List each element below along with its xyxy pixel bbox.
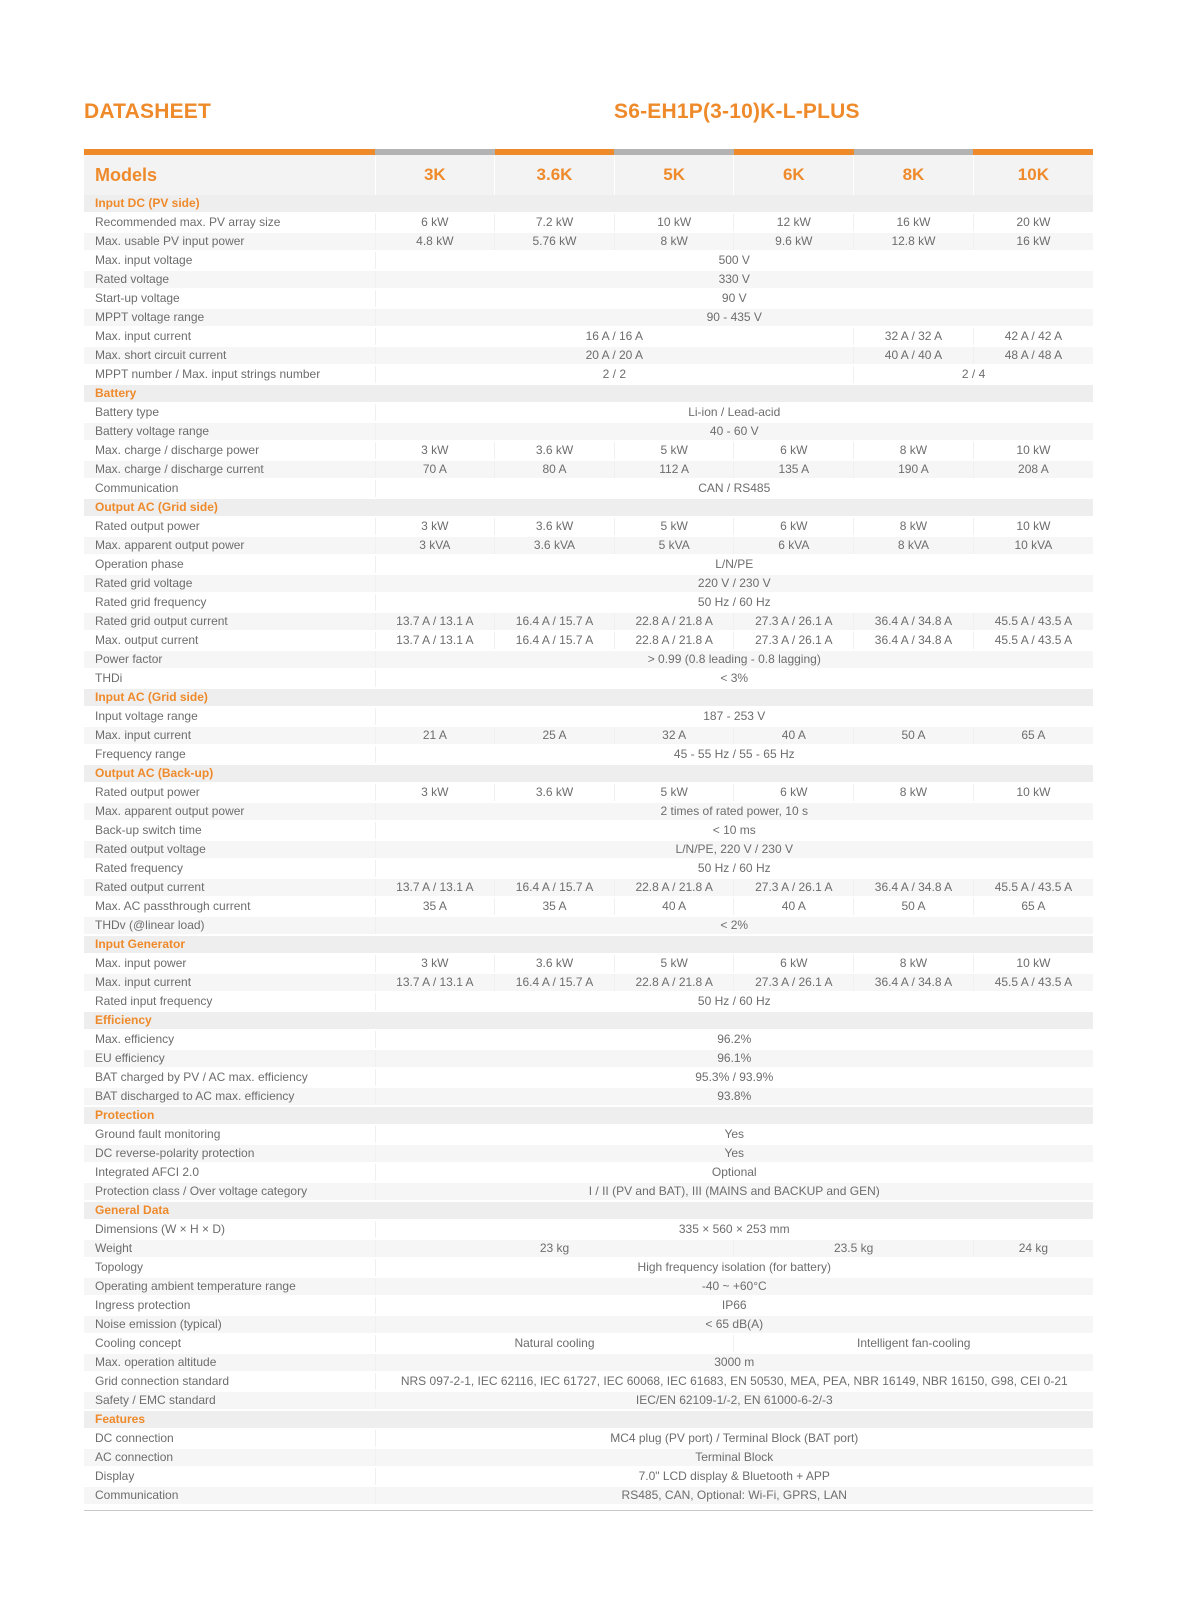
spec-value: 16 kW	[973, 232, 1093, 251]
spec-value: 8 kW	[854, 783, 974, 802]
spec-value: 40 A	[734, 897, 854, 916]
spec-value: 10 kW	[973, 954, 1093, 973]
spec-value: 50 Hz / 60 Hz	[375, 859, 1093, 878]
spec-value: 8 kW	[854, 441, 974, 460]
spec-row	[84, 479, 1093, 498]
spec-value: 16.4 A / 15.7 A	[495, 631, 615, 650]
spec-value: 32 A / 32 A	[854, 327, 974, 346]
spec-label: Dimensions (W × H × D)	[84, 1220, 375, 1239]
spec-value: Optional	[375, 1163, 1093, 1182]
spec-row	[84, 574, 1093, 593]
spec-value: 96.1%	[375, 1049, 1093, 1068]
spec-label: Display	[84, 1467, 375, 1486]
spec-row	[84, 1068, 1093, 1087]
spec-value: 93.8%	[375, 1087, 1093, 1106]
spec-label: Rated output voltage	[84, 840, 375, 859]
spec-value: 5 kW	[614, 517, 734, 536]
spec-row	[84, 650, 1093, 669]
section-header-row	[84, 935, 1093, 954]
section-header-row	[84, 1410, 1093, 1429]
spec-row	[84, 1182, 1093, 1201]
spec-value: 6 kW	[734, 954, 854, 973]
spec-label: Rated grid output current	[84, 612, 375, 631]
spec-value: 35 A	[495, 897, 615, 916]
spec-row	[84, 555, 1093, 574]
spec-label: Max. AC passthrough current	[84, 897, 375, 916]
spec-value: 45.5 A / 43.5 A	[973, 878, 1093, 897]
spec-label: Rated output power	[84, 517, 375, 536]
spec-row	[84, 707, 1093, 726]
spec-value: 5 kW	[614, 783, 734, 802]
spec-label: AC connection	[84, 1448, 375, 1467]
section-title: Input DC (PV side)	[84, 195, 1093, 213]
spec-row	[84, 213, 1093, 232]
spec-value: 36.4 A / 34.8 A	[854, 631, 974, 650]
spec-row	[84, 783, 1093, 802]
spec-value: 27.3 A / 26.1 A	[734, 973, 854, 992]
spec-value: 20 kW	[973, 213, 1093, 232]
spec-label: DC connection	[84, 1429, 375, 1448]
spec-label: Frequency range	[84, 745, 375, 764]
spec-value: 45.5 A / 43.5 A	[973, 612, 1093, 631]
spec-row	[84, 1467, 1093, 1486]
spec-label: EU efficiency	[84, 1049, 375, 1068]
section-header-row	[84, 195, 1093, 213]
spec-value: 13.7 A / 13.1 A	[375, 631, 495, 650]
spec-row	[84, 954, 1093, 973]
spec-row	[84, 1087, 1093, 1106]
spec-value: 16.4 A / 15.7 A	[495, 973, 615, 992]
spec-value: 3 kW	[375, 441, 495, 460]
section-title: Protection	[84, 1106, 1093, 1125]
model-header-10k: 10K	[973, 155, 1093, 195]
spec-label: Max. output current	[84, 631, 375, 650]
spec-value: NRS 097-2-1, IEC 62116, IEC 61727, IEC 60068, IEC 61683, EN 50530, MEA, PEA, NBR 16149, NBR 16150, G98, CEI 0-21	[375, 1372, 1093, 1391]
spec-label: Max. charge / discharge current	[84, 460, 375, 479]
spec-row	[84, 308, 1093, 327]
spec-value: 3 kVA	[375, 536, 495, 555]
spec-value: High frequency isolation (for battery)	[375, 1258, 1093, 1277]
section-title: Input Generator	[84, 935, 1093, 954]
spec-row	[84, 745, 1093, 764]
spec-row	[84, 270, 1093, 289]
spec-label: Grid connection standard	[84, 1372, 375, 1391]
spec-value: 70 A	[375, 460, 495, 479]
spec-row	[84, 422, 1093, 441]
spec-value: 187 - 253 V	[375, 707, 1093, 726]
spec-label: Cooling concept	[84, 1334, 375, 1353]
spec-value: 25 A	[495, 726, 615, 745]
spec-row	[84, 289, 1093, 308]
spec-label: Ingress protection	[84, 1296, 375, 1315]
spec-value: 22.8 A / 21.8 A	[614, 878, 734, 897]
spec-row	[84, 1258, 1093, 1277]
spec-value: 2 / 2	[375, 365, 854, 384]
spec-row	[84, 232, 1093, 251]
spec-value: 96.2%	[375, 1030, 1093, 1049]
spec-row	[84, 992, 1093, 1011]
spec-value: Yes	[375, 1125, 1093, 1144]
spec-value: 40 A	[734, 726, 854, 745]
spec-value: IEC/EN 62109-1/-2, EN 61000-6-2/-3	[375, 1391, 1093, 1410]
spec-label: Battery voltage range	[84, 422, 375, 441]
spec-row	[84, 251, 1093, 270]
spec-row	[84, 859, 1093, 878]
spec-row	[84, 878, 1093, 897]
spec-value: 16 A / 16 A	[375, 327, 854, 346]
spec-value: < 2%	[375, 916, 1093, 935]
models-header-row	[84, 155, 1093, 195]
spec-value: 50 A	[854, 897, 974, 916]
section-header-row	[84, 1106, 1093, 1125]
spec-value: 3 kW	[375, 517, 495, 536]
spec-label: Back-up switch time	[84, 821, 375, 840]
spec-value: 2 times of rated power, 10 s	[375, 802, 1093, 821]
spec-row	[84, 536, 1093, 555]
spec-value: < 10 ms	[375, 821, 1093, 840]
spec-label: Max. input current	[84, 726, 375, 745]
spec-label: Max. input voltage	[84, 251, 375, 270]
section-title: Efficiency	[84, 1011, 1093, 1030]
spec-label: Communication	[84, 1486, 375, 1505]
spec-value: 65 A	[973, 897, 1093, 916]
spec-label: Noise emission (typical)	[84, 1315, 375, 1334]
spec-value: 36.4 A / 34.8 A	[854, 878, 974, 897]
spec-value: 3.6 kW	[495, 954, 615, 973]
model-header-3k: 3K	[375, 155, 495, 195]
spec-value: 13.7 A / 13.1 A	[375, 973, 495, 992]
spec-label: Max. usable PV input power	[84, 232, 375, 251]
spec-row	[84, 1239, 1093, 1258]
spec-row	[84, 726, 1093, 745]
spec-value: 23.5 kg	[734, 1239, 973, 1258]
spec-label: Input voltage range	[84, 707, 375, 726]
spec-row	[84, 327, 1093, 346]
section-title: Features	[84, 1410, 1093, 1429]
spec-row	[84, 802, 1093, 821]
spec-value: 500 V	[375, 251, 1093, 270]
spec-row	[84, 973, 1093, 992]
spec-value: 22.8 A / 21.8 A	[614, 973, 734, 992]
spec-value: 12 kW	[734, 213, 854, 232]
spec-value: 5 kW	[614, 441, 734, 460]
spec-row	[84, 821, 1093, 840]
spec-value: 6 kW	[734, 517, 854, 536]
spec-value: 3.6 kW	[495, 517, 615, 536]
spec-label: Power factor	[84, 650, 375, 669]
section-title: General Data	[84, 1201, 1093, 1220]
spec-label: Rated voltage	[84, 270, 375, 289]
table-bottom-rule	[84, 1510, 1093, 1511]
spec-value: Intelligent fan-cooling	[734, 1334, 1093, 1353]
spec-value: 50 Hz / 60 Hz	[375, 593, 1093, 612]
spec-label: Safety / EMC standard	[84, 1391, 375, 1410]
spec-label: Max. input current	[84, 973, 375, 992]
models-label: Models	[84, 155, 375, 195]
spec-value: 3000 m	[375, 1353, 1093, 1372]
spec-row	[84, 593, 1093, 612]
spec-label: Rated output power	[84, 783, 375, 802]
spec-row	[84, 1429, 1093, 1448]
spec-value: 40 - 60 V	[375, 422, 1093, 441]
spec-row	[84, 1163, 1093, 1182]
spec-value: 3 kW	[375, 783, 495, 802]
spec-value: MC4 plug (PV port) / Terminal Block (BAT port)	[375, 1429, 1093, 1448]
section-title: Output AC (Grid side)	[84, 498, 1093, 517]
spec-value: 335 × 560 × 253 mm	[375, 1220, 1093, 1239]
spec-label: Rated frequency	[84, 859, 375, 878]
spec-value: 4.8 kW	[375, 232, 495, 251]
spec-value: 45 - 55 Hz / 55 - 65 Hz	[375, 745, 1093, 764]
spec-value: 208 A	[973, 460, 1093, 479]
spec-row	[84, 840, 1093, 859]
spec-row	[84, 346, 1093, 365]
spec-label: Max. charge / discharge power	[84, 441, 375, 460]
spec-value: -40 ~ +60°C	[375, 1277, 1093, 1296]
spec-value: 6 kW	[375, 213, 495, 232]
spec-row	[84, 1144, 1093, 1163]
spec-value: 112 A	[614, 460, 734, 479]
model-series-title: S6-EH1P(3-10)K-L-PLUS	[614, 100, 860, 123]
spec-label: Max. apparent output power	[84, 536, 375, 555]
datasheet-table-container	[84, 149, 1093, 1506]
spec-value: < 3%	[375, 669, 1093, 688]
spec-value: 36.4 A / 34.8 A	[854, 973, 974, 992]
spec-value: Natural cooling	[375, 1334, 734, 1353]
spec-row	[84, 916, 1093, 935]
spec-label: Battery type	[84, 403, 375, 422]
spec-value: 50 A	[854, 726, 974, 745]
spec-value: 330 V	[375, 270, 1093, 289]
spec-value: CAN / RS485	[375, 479, 1093, 498]
spec-value: 10 kW	[614, 213, 734, 232]
section-title: Battery	[84, 384, 1093, 403]
spec-value: 5 kW	[614, 954, 734, 973]
spec-row	[84, 460, 1093, 479]
spec-label: Integrated AFCI 2.0	[84, 1163, 375, 1182]
section-header-row	[84, 498, 1093, 517]
spec-value: 6 kVA	[734, 536, 854, 555]
spec-row	[84, 1125, 1093, 1144]
spec-value: Li-ion / Lead-acid	[375, 403, 1093, 422]
spec-value: 3.6 kVA	[495, 536, 615, 555]
spec-value: 45.5 A / 43.5 A	[973, 973, 1093, 992]
spec-label: Rated output current	[84, 878, 375, 897]
spec-value: 95.3% / 93.9%	[375, 1068, 1093, 1087]
spec-row	[84, 669, 1093, 688]
spec-value: 13.7 A / 13.1 A	[375, 878, 495, 897]
spec-value: < 65 dB(A)	[375, 1315, 1093, 1334]
spec-value: 27.3 A / 26.1 A	[734, 612, 854, 631]
spec-value: 22.8 A / 21.8 A	[614, 631, 734, 650]
spec-value: 23 kg	[375, 1239, 734, 1258]
spec-value: 8 kW	[854, 954, 974, 973]
section-header-row	[84, 1201, 1093, 1220]
spec-row	[84, 1486, 1093, 1505]
spec-value: 40 A / 40 A	[854, 346, 974, 365]
spec-value: 220 V / 230 V	[375, 574, 1093, 593]
spec-value: 9.6 kW	[734, 232, 854, 251]
spec-row	[84, 1049, 1093, 1068]
spec-row	[84, 1220, 1093, 1239]
spec-value: 65 A	[973, 726, 1093, 745]
spec-value: L/N/PE	[375, 555, 1093, 574]
spec-value: 16.4 A / 15.7 A	[495, 612, 615, 631]
spec-label: BAT charged by PV / AC max. efficiency	[84, 1068, 375, 1087]
spec-value: 45.5 A / 43.5 A	[973, 631, 1093, 650]
spec-value: 48 A / 48 A	[973, 346, 1093, 365]
spec-row	[84, 1353, 1093, 1372]
section-title: Output AC (Back-up)	[84, 764, 1093, 783]
spec-value: 5.76 kW	[495, 232, 615, 251]
spec-label: Max. operation altitude	[84, 1353, 375, 1372]
spec-label: DC reverse-polarity protection	[84, 1144, 375, 1163]
spec-label: Operating ambient temperature range	[84, 1277, 375, 1296]
spec-label: Ground fault monitoring	[84, 1125, 375, 1144]
spec-value: L/N/PE, 220 V / 230 V	[375, 840, 1093, 859]
spec-value: 10 kW	[973, 441, 1093, 460]
spec-value: 3.6 kW	[495, 783, 615, 802]
spec-row	[84, 365, 1093, 384]
model-header-5k: 5K	[614, 155, 734, 195]
spec-value: 7.2 kW	[495, 213, 615, 232]
datasheet-table	[84, 149, 1093, 1506]
spec-table-body	[84, 195, 1093, 1505]
spec-value: IP66	[375, 1296, 1093, 1315]
spec-row	[84, 1448, 1093, 1467]
spec-row	[84, 631, 1093, 650]
datasheet-title: DATASHEET	[84, 100, 212, 123]
spec-value: 10 kVA	[973, 536, 1093, 555]
spec-label: Max. apparent output power	[84, 802, 375, 821]
spec-label: Rated input frequency	[84, 992, 375, 1011]
spec-value: 3 kW	[375, 954, 495, 973]
spec-row	[84, 1391, 1093, 1410]
spec-value: 13.7 A / 13.1 A	[375, 612, 495, 631]
spec-value: 20 A / 20 A	[375, 346, 854, 365]
spec-value: > 0.99 (0.8 leading - 0.8 lagging)	[375, 650, 1093, 669]
spec-value: 22.8 A / 21.8 A	[614, 612, 734, 631]
spec-row	[84, 441, 1093, 460]
spec-label: MPPT voltage range	[84, 308, 375, 327]
spec-value: RS485, CAN, Optional: Wi-Fi, GPRS, LAN	[375, 1486, 1093, 1505]
spec-value: 12.8 kW	[854, 232, 974, 251]
spec-value: 40 A	[614, 897, 734, 916]
spec-label: Topology	[84, 1258, 375, 1277]
spec-label: Start-up voltage	[84, 289, 375, 308]
spec-value: 135 A	[734, 460, 854, 479]
spec-value: 10 kW	[973, 783, 1093, 802]
section-title: Input AC (Grid side)	[84, 688, 1093, 707]
spec-value: 2 / 4	[854, 365, 1093, 384]
spec-row	[84, 1315, 1093, 1334]
spec-value: 190 A	[854, 460, 974, 479]
spec-value: 27.3 A / 26.1 A	[734, 631, 854, 650]
spec-row	[84, 1296, 1093, 1315]
spec-value: 50 Hz / 60 Hz	[375, 992, 1093, 1011]
spec-value: 7.0" LCD display & Bluetooth + APP	[375, 1467, 1093, 1486]
spec-label: Max. input current	[84, 327, 375, 346]
spec-row	[84, 1030, 1093, 1049]
spec-value: 8 kVA	[854, 536, 974, 555]
section-header-row	[84, 764, 1093, 783]
spec-value: 10 kW	[973, 517, 1093, 536]
spec-label: Rated grid voltage	[84, 574, 375, 593]
model-header-3-6k: 3.6K	[495, 155, 615, 195]
spec-value: 90 V	[375, 289, 1093, 308]
model-header-8k: 8K	[854, 155, 974, 195]
spec-label: Max. efficiency	[84, 1030, 375, 1049]
spec-value: 3.6 kW	[495, 441, 615, 460]
spec-value: 24 kg	[973, 1239, 1093, 1258]
spec-label: THDi	[84, 669, 375, 688]
spec-label: Rated grid frequency	[84, 593, 375, 612]
section-header-row	[84, 1011, 1093, 1030]
spec-row	[84, 1277, 1093, 1296]
model-header-6k: 6K	[734, 155, 854, 195]
spec-row	[84, 1372, 1093, 1391]
spec-value: Yes	[375, 1144, 1093, 1163]
section-header-row	[84, 688, 1093, 707]
spec-value: Terminal Block	[375, 1448, 1093, 1467]
spec-value: 8 kW	[854, 517, 974, 536]
spec-value: 16 kW	[854, 213, 974, 232]
spec-value: 27.3 A / 26.1 A	[734, 878, 854, 897]
spec-value: 42 A / 42 A	[973, 327, 1093, 346]
spec-label: Communication	[84, 479, 375, 498]
spec-label: Operation phase	[84, 555, 375, 574]
spec-value: 36.4 A / 34.8 A	[854, 612, 974, 631]
section-header-row	[84, 384, 1093, 403]
spec-row	[84, 517, 1093, 536]
spec-value: 80 A	[495, 460, 615, 479]
spec-value: 16.4 A / 15.7 A	[495, 878, 615, 897]
spec-value: 90 - 435 V	[375, 308, 1093, 327]
spec-label: THDv (@linear load)	[84, 916, 375, 935]
spec-label: Weight	[84, 1239, 375, 1258]
spec-label: Max. short circuit current	[84, 346, 375, 365]
spec-value: 5 kVA	[614, 536, 734, 555]
spec-value: 35 A	[375, 897, 495, 916]
spec-label: Max. input power	[84, 954, 375, 973]
spec-value: 6 kW	[734, 441, 854, 460]
spec-label: Recommended max. PV array size	[84, 213, 375, 232]
spec-value: 6 kW	[734, 783, 854, 802]
spec-value: 32 A	[614, 726, 734, 745]
spec-value: I / II (PV and BAT), III (MAINS and BACKUP and GEN)	[375, 1182, 1093, 1201]
spec-row	[84, 403, 1093, 422]
spec-row	[84, 1334, 1093, 1353]
spec-label: Protection class / Over voltage category	[84, 1182, 375, 1201]
spec-row	[84, 612, 1093, 631]
spec-label: MPPT number / Max. input strings number	[84, 365, 375, 384]
spec-label: BAT discharged to AC max. efficiency	[84, 1087, 375, 1106]
spec-row	[84, 897, 1093, 916]
spec-value: 21 A	[375, 726, 495, 745]
spec-value: 8 kW	[614, 232, 734, 251]
